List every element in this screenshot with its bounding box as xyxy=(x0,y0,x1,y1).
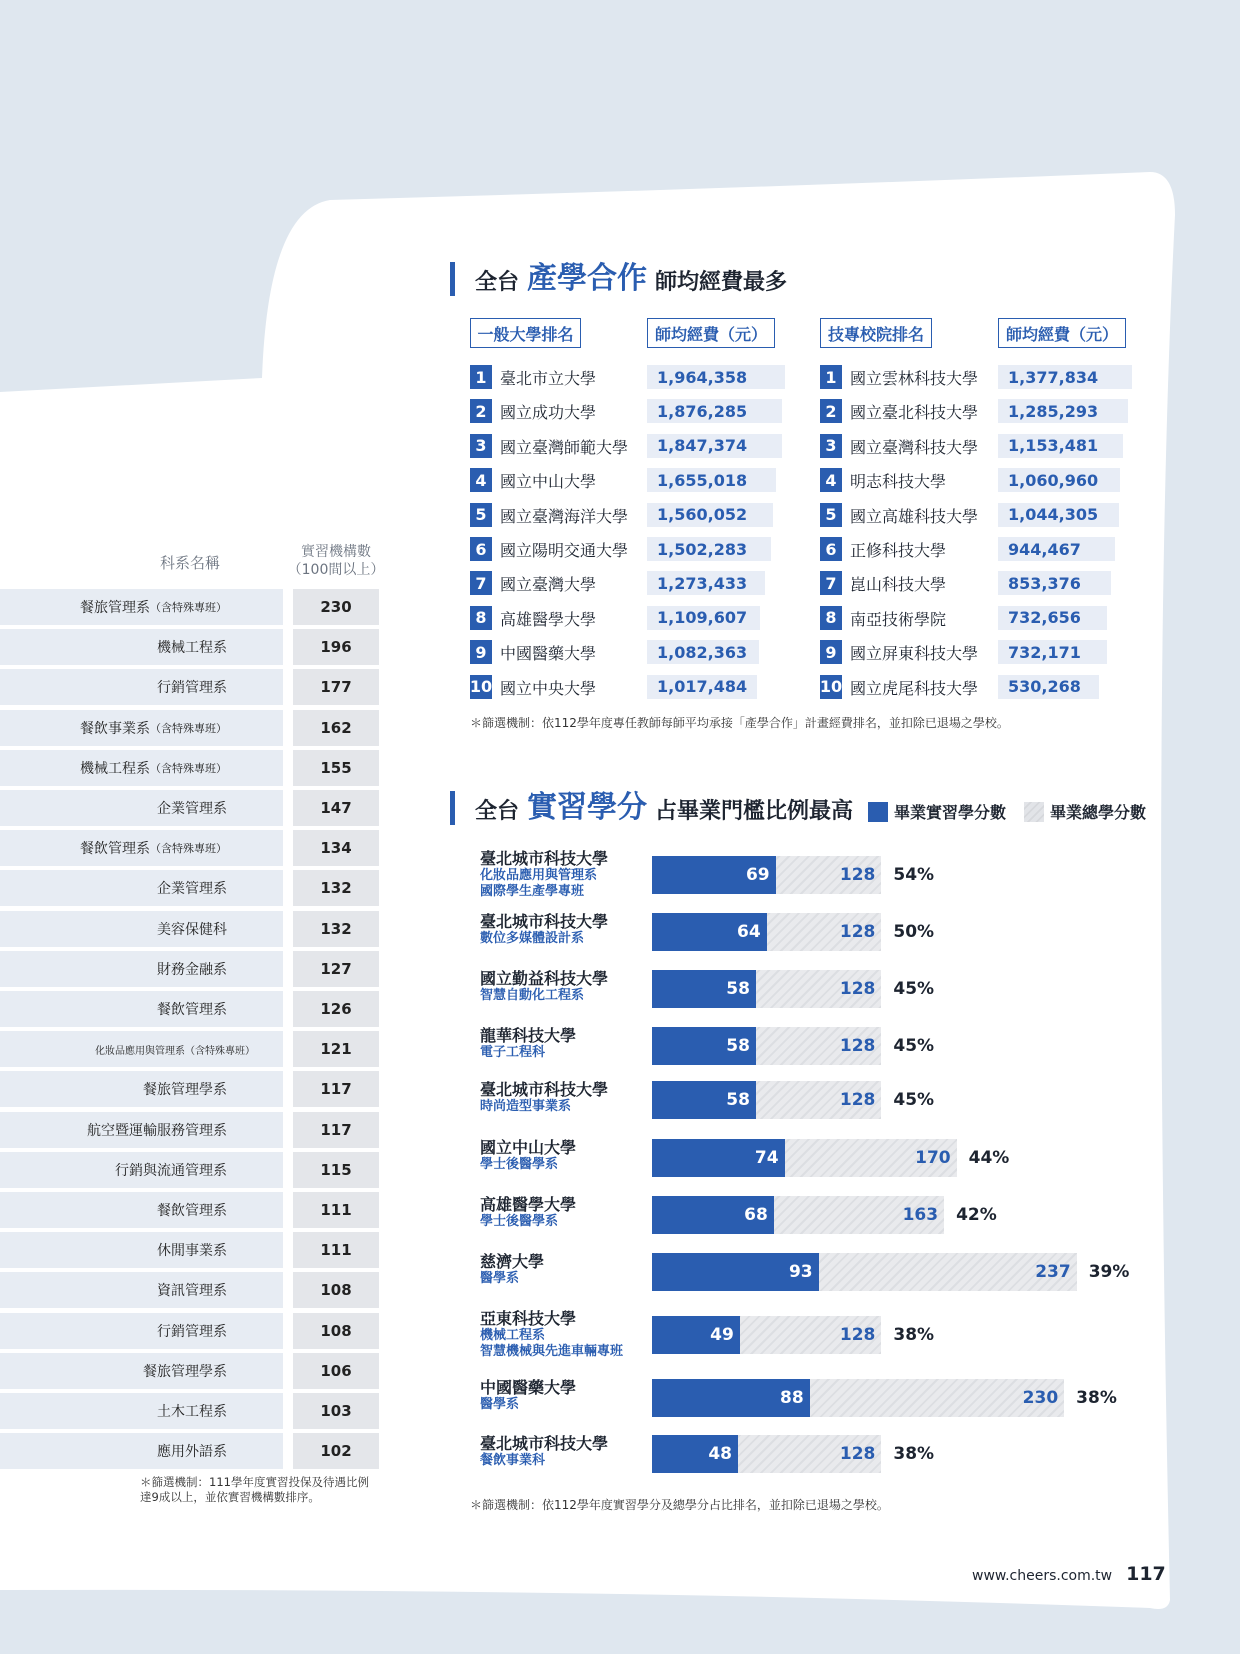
total-credit-label: 128 xyxy=(839,1090,876,1110)
percentage-label: 38% xyxy=(893,1325,935,1345)
table-row xyxy=(0,911,380,947)
dept-name xyxy=(0,750,283,786)
table-row xyxy=(0,1272,380,1308)
rank-row xyxy=(470,571,810,597)
institution-count: 117 xyxy=(293,1112,379,1148)
dept-name xyxy=(0,991,283,1027)
total-credit-label: 128 xyxy=(839,1325,876,1345)
rank-row xyxy=(820,640,1160,666)
dept-name xyxy=(0,951,283,987)
internship-note xyxy=(140,1475,390,1505)
dept-name: 機械工程系 xyxy=(480,1328,546,1343)
rank-row xyxy=(470,606,810,632)
percentage-label: 45% xyxy=(893,979,935,999)
dept-name xyxy=(0,589,283,625)
school-name: 國立臺北科技大學 xyxy=(850,403,979,423)
dept-label: 餐飲管理系 xyxy=(157,1203,227,1219)
table-row xyxy=(0,629,380,665)
dept-sub-label: （含特殊專班） xyxy=(150,721,227,735)
dept-name xyxy=(0,629,283,665)
funding-value: 1,044,305 xyxy=(998,503,1119,527)
percentage-label: 45% xyxy=(893,1090,935,1110)
percentage-label: 39% xyxy=(1088,1262,1130,1282)
rank-row xyxy=(820,365,1160,391)
dept-name xyxy=(0,911,283,947)
header-count xyxy=(286,543,386,579)
dept-name xyxy=(0,1071,283,1107)
head-general-value: 師均經費（元） xyxy=(647,318,775,348)
total-credit-bar xyxy=(652,1081,881,1119)
institution-count: 106 xyxy=(293,1353,379,1389)
dept-name xyxy=(0,1353,283,1389)
school-name: 南亞技術學院 xyxy=(850,609,947,629)
dept-label: 行銷管理系 xyxy=(157,680,227,697)
school-name: 臺北城市科技大學 xyxy=(480,849,609,868)
dept-label: 餐旅管理系 xyxy=(80,600,150,616)
internship-table xyxy=(0,540,385,1461)
dept-name: 數位多媒體設計系 xyxy=(480,931,585,946)
dept-label: 餐旅管理學系 xyxy=(143,1082,227,1099)
total-credit-label: 230 xyxy=(1022,1388,1059,1408)
institution-count: 108 xyxy=(293,1272,379,1308)
table-row xyxy=(0,1353,380,1389)
school-name: 國立雲林科技大學 xyxy=(850,369,979,388)
funding-value: 1,082,363 xyxy=(647,640,759,664)
dept-name xyxy=(0,790,283,826)
institution-count: 132 xyxy=(293,870,379,906)
dept-name: 電子工程科 xyxy=(480,1045,546,1060)
school-name: 高雄醫學大學 xyxy=(480,1195,577,1214)
table-row xyxy=(0,830,380,866)
internship-note-line2: 達9成以上，並依實習機構數排序。 xyxy=(140,1490,320,1504)
table-row xyxy=(0,870,380,906)
institution-count: 117 xyxy=(293,1071,379,1107)
institution-count: 162 xyxy=(293,710,379,746)
dept-name xyxy=(0,1112,283,1148)
title-post: 師均經費最多 xyxy=(655,270,788,295)
table-row xyxy=(0,1031,380,1067)
intern-credit-label: 58 xyxy=(726,979,750,999)
intern-credit-label: 49 xyxy=(710,1325,734,1345)
table-row xyxy=(0,1232,380,1268)
institution-count: 111 xyxy=(293,1232,379,1268)
school-name: 國立勤益科技大學 xyxy=(480,969,609,988)
footer-url: www.cheers.com.tw xyxy=(972,1568,1113,1584)
school-name: 龍華科技大學 xyxy=(480,1026,577,1045)
institution-count: 230 xyxy=(293,589,379,625)
funding-value: 1,964,358 xyxy=(647,365,785,389)
dept-name xyxy=(0,710,283,746)
title-bar xyxy=(450,262,455,296)
institution-count: 155 xyxy=(293,750,379,786)
dept-label: 企業管理系 xyxy=(157,801,227,817)
section1-note: ＊篩選機制：依112學年度專任教師每師平均承接「產學合作」計畫經費排名，並扣除已退場之學校。 xyxy=(470,716,1009,730)
table-row xyxy=(0,1433,380,1469)
total-credit-bar xyxy=(652,1435,881,1473)
school-name: 國立中央大學 xyxy=(500,678,597,698)
school-name: 臺北城市科技大學 xyxy=(480,1080,609,1099)
title-key: 實習學分 xyxy=(527,790,648,825)
rank-row xyxy=(470,537,810,563)
rank-row xyxy=(820,468,1160,494)
dept-name xyxy=(0,1393,283,1429)
school-name: 國立中山大學 xyxy=(500,472,597,492)
rank-number: 3 xyxy=(820,434,842,458)
rank-number: 9 xyxy=(470,640,492,664)
institution-count: 115 xyxy=(293,1152,379,1188)
funding-value: 1,109,607 xyxy=(647,606,760,630)
percentage-label: 54% xyxy=(893,865,935,885)
rank-row xyxy=(470,675,810,701)
school-name: 國立屏東科技大學 xyxy=(850,644,979,664)
dept-name xyxy=(0,1313,283,1349)
dept-name xyxy=(0,1152,283,1188)
percentage-label: 38% xyxy=(893,1444,935,1464)
dept-name xyxy=(0,1232,283,1268)
rank-number: 3 xyxy=(470,434,492,458)
percentage-label: 45% xyxy=(893,1036,935,1056)
total-credit-bar xyxy=(652,1316,881,1354)
total-credit-bar xyxy=(652,1196,944,1234)
funding-value: 944,467 xyxy=(998,537,1115,561)
title-pre: 全台 xyxy=(475,270,520,295)
table-row xyxy=(0,589,380,625)
rank-number: 5 xyxy=(820,503,842,527)
total-credit-label: 128 xyxy=(839,1036,876,1056)
rank-row xyxy=(820,606,1160,632)
dept-name xyxy=(0,830,283,866)
institution-count: 126 xyxy=(293,991,379,1027)
rank-row xyxy=(820,537,1160,563)
section1-title xyxy=(450,260,787,296)
school-name: 國立高雄科技大學 xyxy=(850,506,979,526)
school-name: 國立臺灣大學 xyxy=(500,575,597,595)
school-name: 國立虎尾科技大學 xyxy=(850,678,979,698)
funding-value: 530,268 xyxy=(998,675,1099,699)
legend-intern: 畢業實習學分數 xyxy=(894,803,1007,822)
total-credit-label: 128 xyxy=(839,1444,876,1464)
funding-value: 732,656 xyxy=(998,606,1107,630)
rank-row xyxy=(820,571,1160,597)
rank-number: 7 xyxy=(470,571,492,595)
rank-row xyxy=(470,468,810,494)
school-name: 高雄醫學大學 xyxy=(500,609,597,629)
percentage-label: 50% xyxy=(893,922,935,942)
dept-label: 休閒事業系 xyxy=(157,1243,227,1260)
rank-number: 5 xyxy=(470,503,492,527)
intern-credit-label: 69 xyxy=(745,865,770,885)
intern-credit-label: 74 xyxy=(754,1148,779,1168)
dept-label: 行銷管理系 xyxy=(157,1323,227,1340)
school-name: 國立成功大學 xyxy=(500,403,597,423)
rank-row xyxy=(470,434,810,460)
percentage-label: 44% xyxy=(968,1148,1010,1168)
total-credit-bar xyxy=(652,913,881,951)
page-footer xyxy=(972,1563,1166,1585)
funding-value: 1,153,481 xyxy=(998,434,1123,458)
dept-name xyxy=(0,1192,283,1228)
dept-name xyxy=(0,1433,283,1469)
school-name: 崑山科技大學 xyxy=(850,575,947,595)
total-credit-label: 128 xyxy=(839,865,876,885)
school-name: 國立臺灣師範大學 xyxy=(500,437,629,457)
table-row xyxy=(0,1152,380,1188)
dept-name: 學士後醫學系 xyxy=(480,1157,559,1172)
funding-value: 732,171 xyxy=(998,640,1107,664)
funding-value: 1,017,484 xyxy=(647,675,757,699)
funding-value: 1,285,293 xyxy=(998,399,1128,423)
table-row xyxy=(0,1071,380,1107)
dept-label: 美容保健科 xyxy=(157,921,227,938)
school-name: 中國醫藥大學 xyxy=(480,1378,577,1397)
funding-value: 1,560,052 xyxy=(647,503,773,527)
funding-value: 1,876,285 xyxy=(647,399,782,423)
dept-name xyxy=(0,1272,283,1308)
title-post: 占畢業門檻比例最高 xyxy=(655,799,854,824)
institution-count: 127 xyxy=(293,951,379,987)
rank-row xyxy=(820,675,1160,701)
institution-count: 147 xyxy=(293,790,379,826)
institution-count: 103 xyxy=(293,1393,379,1429)
total-credit-bar xyxy=(652,1139,957,1177)
funding-value: 1,502,283 xyxy=(647,537,771,561)
rank-number: 9 xyxy=(820,640,842,664)
rank-number: 6 xyxy=(470,537,492,561)
title-key: 產學合作 xyxy=(527,261,648,296)
table-row xyxy=(0,951,380,987)
table-row xyxy=(0,669,380,705)
percentage-label: 42% xyxy=(956,1205,997,1225)
school-name: 明志科技大學 xyxy=(850,472,947,492)
dept-name: 國際學生產學專班 xyxy=(480,884,585,899)
rank-row xyxy=(470,399,810,425)
title-bar xyxy=(450,791,455,825)
table-row xyxy=(0,991,380,1027)
dept-name: 餐飲事業科 xyxy=(480,1453,546,1468)
rank-number: 4 xyxy=(820,468,842,492)
school-name: 臺北城市科技大學 xyxy=(480,912,609,931)
dept-label: 餐旅管理學系 xyxy=(143,1363,227,1380)
rank-number: 4 xyxy=(470,468,492,492)
total-credit-label: 170 xyxy=(915,1148,951,1168)
school-name: 國立陽明交通大學 xyxy=(500,541,629,560)
total-credit-label: 128 xyxy=(839,979,876,999)
table-row xyxy=(0,1393,380,1429)
school-name: 亞東科技大學 xyxy=(480,1309,577,1328)
institution-count: 111 xyxy=(293,1192,379,1228)
rank-number: 7 xyxy=(820,571,842,595)
intern-credit-label: 88 xyxy=(780,1388,804,1408)
section2-note: ＊篩選機制：依112學年度實習學分及總學分占比排名，並扣除已退場之學校。 xyxy=(470,1498,889,1512)
total-credit-bar xyxy=(652,856,881,894)
total-credit-label: 237 xyxy=(1035,1262,1071,1282)
table-row xyxy=(0,790,380,826)
dept-name: 化妝品應用與管理系 xyxy=(480,868,598,883)
rank-row xyxy=(470,365,810,391)
header-dept: 科系名稱 xyxy=(159,554,220,572)
head-tech: 技專校院排名 xyxy=(820,318,932,348)
dept-sub-label: （含特殊專班） xyxy=(150,601,227,614)
dept-label: 資訊管理系 xyxy=(157,1283,227,1300)
legend-total: 畢業總學分數 xyxy=(1050,803,1147,822)
dept-label: 餐飲事業系 xyxy=(80,720,150,737)
intern-credit-label: 58 xyxy=(726,1090,750,1110)
school-name: 中國醫藥大學 xyxy=(500,644,597,664)
total-credit-label: 163 xyxy=(902,1205,939,1225)
intern-credit-label: 58 xyxy=(726,1036,750,1056)
legend-swatch-total xyxy=(1024,802,1044,822)
school-name: 臺北城市科技大學 xyxy=(480,1434,609,1453)
dept-label: 機械工程系 xyxy=(80,760,150,777)
institution-count: 121 xyxy=(293,1031,379,1067)
dept-name xyxy=(0,1031,283,1067)
rank-number: 1 xyxy=(820,365,842,389)
dept-label: 化妝品應用與管理系（含特殊專班） xyxy=(95,1045,255,1057)
table-row xyxy=(0,1112,380,1148)
institution-count: 177 xyxy=(293,669,379,705)
rank-number: 10 xyxy=(820,675,842,699)
intern-credit-label: 48 xyxy=(708,1444,733,1464)
dept-label: 航空暨運輸服務管理系 xyxy=(87,1122,227,1139)
school-name: 國立臺灣海洋大學 xyxy=(500,506,629,526)
head-general: 一般大學排名 xyxy=(470,318,581,348)
rank-number: 8 xyxy=(820,606,842,630)
dept-name xyxy=(0,669,283,705)
school-name: 慈濟大學 xyxy=(480,1252,545,1271)
legend-swatch-intern xyxy=(868,802,888,822)
institution-count: 108 xyxy=(293,1313,379,1349)
rank-number: 1 xyxy=(470,365,492,389)
dept-name: 時尚造型事業系 xyxy=(480,1099,572,1114)
dept-label: 餐飲管理系 xyxy=(80,841,150,858)
funding-value: 1,060,960 xyxy=(998,468,1120,492)
institution-count: 102 xyxy=(293,1433,379,1469)
total-credit-bar xyxy=(652,970,881,1008)
funding-value: 1,847,374 xyxy=(647,434,782,458)
dept-name: 醫學系 xyxy=(480,1397,520,1412)
internship-note-line1: ＊篩選機制：111學年度實習投保及待遇比例 xyxy=(140,1475,369,1489)
intern-credit-label: 93 xyxy=(788,1262,813,1282)
percentage-label: 38% xyxy=(1076,1388,1117,1408)
header-count-line2: （100間以上） xyxy=(287,562,385,578)
dept-name: 智慧機械與先進車輛專班 xyxy=(480,1344,624,1359)
rank-number: 8 xyxy=(470,606,492,630)
total-credit-bar xyxy=(652,1379,1064,1417)
total-credit-label: 128 xyxy=(839,922,876,942)
chart-legend xyxy=(868,800,1146,823)
rank-row xyxy=(470,640,810,666)
rank-number: 6 xyxy=(820,537,842,561)
school-name: 正修科技大學 xyxy=(850,541,947,560)
header-count-line1: 實習機構數 xyxy=(301,544,371,560)
table-row xyxy=(0,710,380,746)
title-pre: 全台 xyxy=(475,799,520,824)
table-row xyxy=(0,1313,380,1349)
intern-credit-label: 64 xyxy=(737,922,761,942)
dept-label: 餐飲管理系 xyxy=(157,1002,227,1018)
dept-name: 智慧自動化工程系 xyxy=(480,988,585,1003)
rank-number: 10 xyxy=(470,675,492,699)
dept-label: 應用外語系 xyxy=(157,1444,227,1461)
funding-value: 1,655,018 xyxy=(647,468,776,492)
table-row xyxy=(0,750,380,786)
dept-sub-label: （含特殊專班） xyxy=(150,842,227,856)
section2-title xyxy=(450,789,853,825)
table-row xyxy=(0,1192,380,1228)
dept-label: 行銷與流通管理系 xyxy=(115,1162,227,1179)
dept-label: 機械工程系 xyxy=(157,640,227,657)
intern-credit-label: 68 xyxy=(744,1205,768,1225)
school-name: 臺北市立大學 xyxy=(500,369,597,388)
dept-label: 財務金融系 xyxy=(157,961,227,978)
dept-label: 企業管理系 xyxy=(157,881,227,898)
rank-number: 2 xyxy=(470,399,492,423)
rank-row xyxy=(470,503,810,529)
funding-value: 853,376 xyxy=(998,571,1111,595)
total-credit-bar xyxy=(652,1253,1077,1291)
rank-row xyxy=(820,434,1160,460)
rank-row xyxy=(820,503,1160,529)
dept-label: 土木工程系 xyxy=(157,1404,227,1420)
page-number: 117 xyxy=(1126,1563,1166,1585)
school-name: 國立臺灣科技大學 xyxy=(850,437,979,457)
funding-value: 1,273,433 xyxy=(647,571,765,595)
institution-count: 134 xyxy=(293,830,379,866)
rank-number: 2 xyxy=(820,399,842,423)
dept-sub-label: （含特殊專班） xyxy=(150,761,227,775)
internship-table-header xyxy=(0,540,385,590)
dept-name: 學士後醫學系 xyxy=(480,1214,559,1229)
dept-name xyxy=(0,870,283,906)
institution-count: 196 xyxy=(293,629,379,665)
institution-count: 132 xyxy=(293,911,379,947)
dept-name: 醫學系 xyxy=(480,1271,520,1286)
head-tech-value: 師均經費（元） xyxy=(998,318,1126,348)
school-name: 國立中山大學 xyxy=(480,1138,577,1157)
funding-value: 1,377,834 xyxy=(998,365,1132,389)
total-credit-bar xyxy=(652,1027,881,1065)
rank-row xyxy=(820,399,1160,425)
